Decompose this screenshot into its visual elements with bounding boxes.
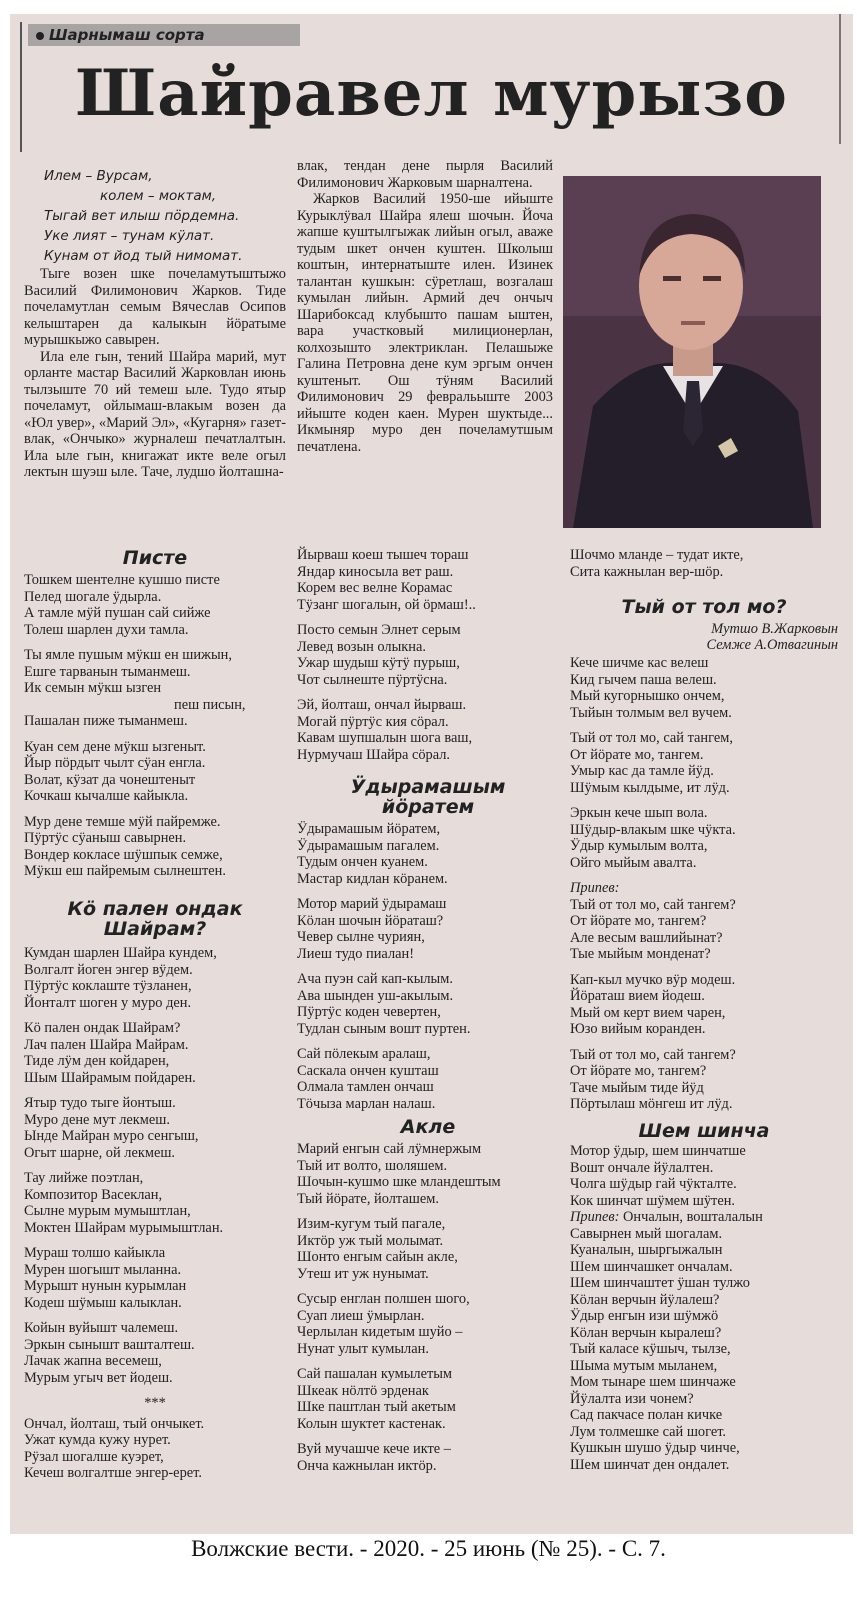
verse-line: Шем шинчашкет ончалам.	[570, 1258, 733, 1275]
verse-line: Нурмучаш Шайра сӧрал.	[297, 746, 451, 763]
newspaper-clipping	[10, 14, 853, 1534]
headline: Шайравел мурызо	[75, 56, 788, 131]
verse-line: Яндар киносыла вет раш.	[297, 563, 454, 580]
verse-line: Пашалан пиже тыманмеш.	[24, 713, 188, 729]
verse-line: Ты ямле пушым мӱкш ен шижын,	[24, 647, 232, 663]
stanza	[24, 739, 286, 805]
verse-line: Чот сылнеште пӱртӱсна.	[297, 671, 448, 688]
verse-line: Мӱкш еш пайремым сылнештен.	[24, 863, 226, 879]
verse-line: Тый от тол мо, сай тангем?	[570, 896, 736, 913]
rubric-text: Шарнымаш сорта	[49, 26, 205, 44]
verse-line: Мурен шогышт мыланна.	[24, 1261, 182, 1278]
verse-line: Рӱзал шогалше куэрет,	[24, 1448, 164, 1465]
refrain-label: Припев:	[570, 880, 620, 896]
verse-line: Ӱдырамашым йӧратем,	[297, 821, 441, 837]
verse-line: Моктен Шайрам мурымыштлан.	[24, 1219, 224, 1236]
verse-line: Ойго мыйым авалта.	[570, 854, 697, 871]
verse-line: Мый ом керт вием чарен,	[570, 1004, 726, 1021]
verse-line: Сита кажнылан вер-шӧр.	[570, 563, 724, 580]
verse-line: Тый от тол мо, сай тангем,	[570, 730, 733, 746]
verse-line: Сай пашалан кумылетым	[297, 1366, 453, 1382]
verse-line: Олмала тамлен ончаш	[297, 1079, 434, 1095]
verse-line: Тӱзанг шогалын, ой ӧрмаш!..	[297, 596, 476, 613]
verse-line: Лачак жапна весемеш,	[24, 1353, 162, 1369]
refrain	[570, 730, 838, 796]
stanza	[297, 1046, 559, 1112]
verse-line: Вондер кокласе шӱшпык семже,	[24, 846, 223, 863]
verse-line: Утеш ит уж нунымат.	[297, 1265, 429, 1282]
composer: Семже А.Отвагинын	[706, 637, 838, 653]
verse-line: Тый ит волто, шоляшем.	[297, 1157, 448, 1174]
poem-middle	[297, 547, 559, 772]
verse-line: Композитор Васеклан,	[24, 1186, 163, 1203]
stanza	[24, 1416, 286, 1482]
poem-title: Шем шинча	[638, 1120, 770, 1142]
stanza	[24, 1170, 286, 1236]
verse-line: От йӧрате мо, тангем?	[570, 1063, 707, 1079]
verse-line: Вуй мучашче кече икте –	[297, 1441, 451, 1457]
stanza	[24, 647, 286, 730]
verse-line: А тамле мӱй пушан сай сийже	[24, 605, 211, 621]
verse-line: Юзо вийым коранден.	[570, 1021, 706, 1037]
verse-line: Пӱртӱс сӱаныш савырнен.	[24, 830, 187, 846]
verse-line: Волат, кӱзат да чонештеныт	[24, 771, 196, 788]
verse-line: Шем шинчаштет ӱшан тулжо	[570, 1275, 750, 1291]
verse-line: Могай пӱртӱс кия сӧрал.	[297, 713, 449, 730]
verse-line: Тошкем шентелне кушшо писте	[24, 572, 220, 588]
verse-line: Ужат кумда кужу нурет.	[24, 1432, 171, 1448]
stanza	[570, 655, 838, 721]
verse-line: Марий енгын сай лӱмнержым	[297, 1141, 482, 1157]
refrain-label: Припев:	[570, 1209, 620, 1225]
stanza	[297, 547, 559, 613]
stanza	[297, 622, 559, 688]
verse-line: Кид гычем паша велеш.	[570, 671, 717, 688]
stanza	[570, 547, 830, 580]
poem-piste	[24, 548, 286, 889]
verse-line: Шем шинчат ден ондалет.	[570, 1456, 730, 1473]
article-paragraph: Жарков Василий 1950-ше ийыште Курыклӱвал Шайра ялеш шочын. Йоча жапше куштылгыжак лийын огыл, аваже тудым шкет ончен куштен. Школыш коштын, интернатыште илен. Изинек талантан кушкын: сӱретлаш, возгалаш кумылан лийын. Армий деч ончыч Шарибоксад клубышто пашам ыштен, вара участковый милиционерлан, колхозышто электриклан. Пелашыже Галина Петровна дене кум эргым ончен куштеныт. Ош тӱням Василий Филимонович 29 февральыште 2003 ийыште коден каен. Мурен шуктыде... Икмыняр муро ден почеламутшым печатлена.	[297, 191, 553, 455]
verse-line: Эркын сынышт вашталтеш.	[24, 1336, 195, 1353]
stanza	[24, 814, 286, 880]
stanza	[297, 1141, 559, 1207]
verse-line: Кӧлан верчын кыралеш?	[570, 1324, 722, 1341]
verse-line: Лум толмешке сай шогет.	[570, 1423, 727, 1440]
stanza	[297, 1366, 559, 1432]
verse-line: Йонталт шоген у муро ден.	[24, 994, 192, 1011]
verse-line: От йӧрате мо, тангем.	[570, 746, 704, 763]
verse-line: Тый от тол мо, сай тангем?	[570, 1046, 736, 1063]
verse-text: Ончалын, вошталалын	[623, 1209, 763, 1225]
verse-line: Йыр пӧрдыт чылт сӱан енгла.	[24, 755, 206, 771]
verse-line: Черлылан кидетым шуйо –	[297, 1324, 463, 1340]
verse-line: Ӱдыр енгын изи шӱмжӧ	[570, 1308, 719, 1324]
poem-title: Кӧ пален ондак Шайрам?	[67, 898, 243, 940]
verse-line: Тудлан сыным вошт пуртен.	[297, 1020, 471, 1037]
verse-line: Кумдан шарлен Шайра кундем,	[24, 945, 217, 961]
portrait-image	[563, 176, 821, 528]
stanza	[24, 572, 286, 638]
verse-line: Кап-кыл мучко вӱр модеш.	[570, 971, 736, 988]
verse-line: Сад пакчасе полан кичке	[570, 1407, 723, 1423]
verse-line: Пелед шогале ӱдырла.	[24, 588, 162, 605]
poem-right-top	[570, 547, 830, 589]
epigraph	[44, 166, 294, 266]
stanza	[24, 1095, 286, 1161]
verse-line: Мастар кидлан кӧранем.	[297, 870, 448, 887]
verse-line: Онча кажнылан иктӧр.	[297, 1457, 437, 1474]
verse-line: Вошт ончале йӱлалтен.	[570, 1159, 714, 1176]
verse-line: Муро дене мут лекмеш.	[24, 1111, 170, 1128]
poem-akle	[297, 1117, 559, 1483]
verse-line: Корем вес велне Корамас	[297, 580, 453, 596]
stanza	[24, 1020, 286, 1086]
refrain	[570, 1047, 838, 1113]
stanza	[24, 945, 286, 1011]
stanza	[297, 1216, 559, 1282]
verse-line: Огыт шарне, ой лекмеш.	[24, 1144, 176, 1161]
verse-line: Ӱдырамашым пагалем.	[297, 837, 440, 854]
verse-line: Ужар шудыш кӱтӱ пурыш,	[297, 655, 460, 671]
stanza	[297, 896, 559, 962]
verse-line: Изим-кугум тый пагале,	[297, 1216, 446, 1232]
stanza	[297, 1441, 559, 1474]
verse-line: Волгалт йоген энгер вӱдем.	[24, 961, 193, 978]
verse-line: Мур дене темше мӱй пайремже.	[24, 813, 221, 830]
verse-line: Тые мыйым монденат?	[570, 946, 711, 962]
verse-line: Лач пален Шайра Майрам.	[24, 1036, 189, 1053]
verse-line: Саскала ончен кушташ	[297, 1062, 439, 1079]
verse-line: Йӱлалта изи чонем?	[570, 1390, 694, 1407]
verse-line: Ава шынден уш-акылым.	[297, 987, 454, 1004]
poem-title: Акле	[400, 1116, 456, 1138]
source-citation: Волжские вести. - 2020. - 25 июнь (№ 25). - С. 7.	[191, 1536, 666, 1561]
verse-line: Эй, йолташ, ончал йырваш.	[297, 697, 467, 713]
verse-line: Мурышт нунын курымлан	[24, 1278, 187, 1294]
stanza	[297, 971, 559, 1037]
verse-line: Куаналын, шыргыжалын	[570, 1242, 723, 1258]
verse-line: Кавам шупшалын шога ваш,	[297, 730, 473, 746]
verse-line: Куан сем дене мӱкш ызгеныт.	[24, 738, 206, 755]
verse-line: Лиеш тудо пиалан!	[297, 945, 415, 962]
verse-line: Ик семын мӱкш ызген	[24, 680, 162, 696]
verse-line: Нунат улыт кумылан.	[297, 1340, 429, 1357]
poem-tyy-ot-tol	[570, 597, 838, 1122]
verse-line: Чолга шӱдыр гай чӱкталте.	[570, 1176, 737, 1192]
bullet-icon	[36, 32, 44, 40]
verse-line: Эркын кече шып вола.	[570, 805, 708, 821]
poem-udyramashym	[297, 777, 559, 1121]
verse-line: Йырваш коеш тышеч тораш	[297, 547, 469, 563]
verse-line: Кӧлан верчын йӱлалеш?	[570, 1291, 720, 1308]
article-column-2	[297, 158, 553, 455]
verse-line: Шӱдыр-влакым шке чӱкта.	[570, 821, 736, 838]
verse-line: Пӱртӱс коклаште тӱзланен,	[24, 978, 192, 994]
epigraph-line: Тыгай вет илыш пӧрдемна.	[44, 208, 240, 224]
verse-line: Але весым вашлийынат?	[570, 929, 723, 946]
verse-line: Кушкын шушо ӱдыр чинче,	[570, 1440, 740, 1456]
verse-line: Кӧ пален ондак Шайрам?	[24, 1020, 181, 1036]
verse-line: Койын вуйышт чалемеш.	[24, 1320, 179, 1336]
verse-line: Шке паштлан тый акетым	[297, 1399, 456, 1415]
rubric-label	[28, 24, 300, 46]
verse-line: Мураш толшо кайыкла	[24, 1245, 166, 1261]
verse-line: Умыр кас да тамле йӱд.	[570, 763, 714, 779]
article-paragraph: Ила еле гын, тений Шайра марий, мут орланте мастар Василий Жарковлан июнь тылзыште 70 ий темеш ыле. Тудо ятыр почеламут, ойлымаш-влакым возен да «Юл увер», «Марий Эл», «Кугарня» газет-влак, «Ончыко» журналеш печатлалтын. Ила ыле гын, книгажат икте веле огыл лектын шуэш ыле. Таче, лудшо йолташна-	[24, 348, 286, 480]
verse-line: Ешге тарванын тыманмеш.	[24, 663, 191, 680]
refrain	[570, 880, 838, 963]
verse-line: Ятыр тудо тыге йонтыш.	[24, 1095, 176, 1111]
verse-line: Таче мыйым тиде йӱд	[570, 1079, 704, 1096]
verse-line: Шым Шайрамым пойдарен.	[24, 1069, 196, 1086]
article-paragraph: Тыге возен шке почеламутыштыжо Василий Филимонович Жарков. Тиде почеламутлан семым Вячеслав Осипов келыштарен да калыкын йӧратыме мурышкыжо савырен.	[24, 266, 286, 348]
verse-line: Шочмо мланде – тудат икте,	[570, 547, 744, 563]
verse-line: Шонто енгым сайын акле,	[297, 1249, 458, 1265]
verse-line: Шӱмым кылдыме, ит лӱд.	[570, 779, 730, 796]
verse-line: Посто семын Элнет серым	[297, 622, 461, 638]
lyrics-author: Мутшо В.Жарковын	[711, 621, 838, 637]
verse-line: Левед возын олыкна.	[297, 638, 426, 655]
verse-line: Сылне мурым мумыштлан,	[24, 1203, 191, 1219]
verse-line: Мурым угыч вет йодеш.	[24, 1369, 173, 1386]
stanza	[297, 697, 559, 763]
stanza	[24, 1320, 286, 1386]
epigraph-line: Уке лият – тунам кӱлат.	[44, 228, 215, 244]
verse-line: Кечеш волгалтше энгер-ерет.	[24, 1465, 202, 1481]
epigraph-line: колем – моктам,	[100, 188, 217, 204]
verse-line: Мотор ӱдыр, шем шинчатше	[570, 1143, 746, 1159]
stanza	[297, 821, 559, 887]
poem-ko-palen	[24, 899, 286, 1491]
verse-line: Ончал, йолташ, тый ончыкет.	[24, 1415, 205, 1432]
verse-line: Колын шуктет кастенак.	[297, 1415, 446, 1432]
verse-line: Кочкаш кычалше кайыкла.	[24, 788, 189, 804]
stanza	[570, 805, 838, 871]
poem-title: Пиcте	[122, 547, 188, 569]
verse-line: Сусыр енглан полшен шого,	[297, 1291, 470, 1307]
verse-line: Кок шинчат шӱмем шӱтен.	[570, 1192, 736, 1209]
verse-line: Тый каласе кӱшыч, тылзе,	[570, 1341, 731, 1357]
poem-shem-shincha	[570, 1121, 838, 1473]
verse-line: От йӧрате мо, тангем?	[570, 913, 707, 929]
section-divider: ***	[144, 1395, 166, 1411]
verse-line: пеш писын,	[174, 696, 246, 713]
verse-line: Тиде лӱм ден койдарен,	[24, 1053, 170, 1069]
stanza	[24, 1245, 286, 1311]
verse-line: Мотор марий ӱдырамаш	[297, 896, 447, 912]
verse-line: Тыйын толмым вел вучем.	[570, 704, 732, 721]
verse-line: Шочын-кушмо шке мландештым	[297, 1174, 501, 1190]
verse-line: Суап лиеш ӱмырлан.	[297, 1307, 425, 1324]
verse-line: Ынде Майран муро сенгыш,	[24, 1128, 199, 1144]
stanza	[570, 972, 838, 1038]
verse-line: Мый кугорнышко ончем,	[570, 688, 725, 704]
verse-line: Савырнен мый шогалам.	[570, 1225, 723, 1242]
article-paragraph: влак, тендан дене пырля Василий Филимонович Жарковым шарналтена.	[297, 158, 553, 191]
verse-line: Чевер сылне чуриян,	[297, 929, 425, 945]
verse-line: Тый йӧрате, йолташем.	[297, 1190, 439, 1207]
epigraph-line: Илем – Вурсам,	[44, 168, 153, 184]
poem-title: Тый от тол мо?	[621, 596, 787, 618]
verse-line: Кӧлан шочын йӧраташ?	[297, 912, 444, 929]
article-column-1	[24, 266, 286, 481]
poem-title: Ӱдырамашым йӧратем	[350, 776, 506, 818]
verse-line: Толеш шарлен духи тамла.	[24, 621, 189, 638]
author-portrait	[563, 176, 821, 528]
verse-line: Шыма мутым мыланем,	[570, 1357, 718, 1374]
verse-line: Тудым ончен куанем.	[297, 854, 428, 870]
verse-line: Шкеак нӧлтӧ эрденак	[297, 1382, 429, 1399]
verse-line: Пӱртӱс коден чевертен,	[297, 1004, 441, 1020]
verse-line: Ӱдыр кумылым волта,	[570, 838, 708, 854]
verse-line: Мом тынаре шем шинчаже	[570, 1374, 736, 1390]
verse-line	[570, 1209, 838, 1226]
verse-line: Йӧраташ вием йодеш.	[570, 988, 705, 1004]
verse-line: Тӧчыза марлан налаш.	[297, 1095, 436, 1112]
verse-line: Сай пӧлекым аралаш,	[297, 1046, 431, 1062]
verse-line: Ача пуэн сай кап-кылым.	[297, 971, 453, 987]
verse-line: Тау лийже поэтлан,	[24, 1170, 144, 1186]
verse-line: Пӧртылаш мӧнгеш ит лӱд.	[570, 1096, 733, 1112]
verse-line: Иктӧр уж тый молымат.	[297, 1232, 444, 1249]
verse-line: Кече шичме кас велеш	[570, 655, 709, 671]
stanza	[297, 1291, 559, 1357]
epigraph-line: Кунам от йод тый нимомат.	[44, 248, 243, 264]
verse-line: Кодеш шӱмыш калыклан.	[24, 1294, 182, 1311]
